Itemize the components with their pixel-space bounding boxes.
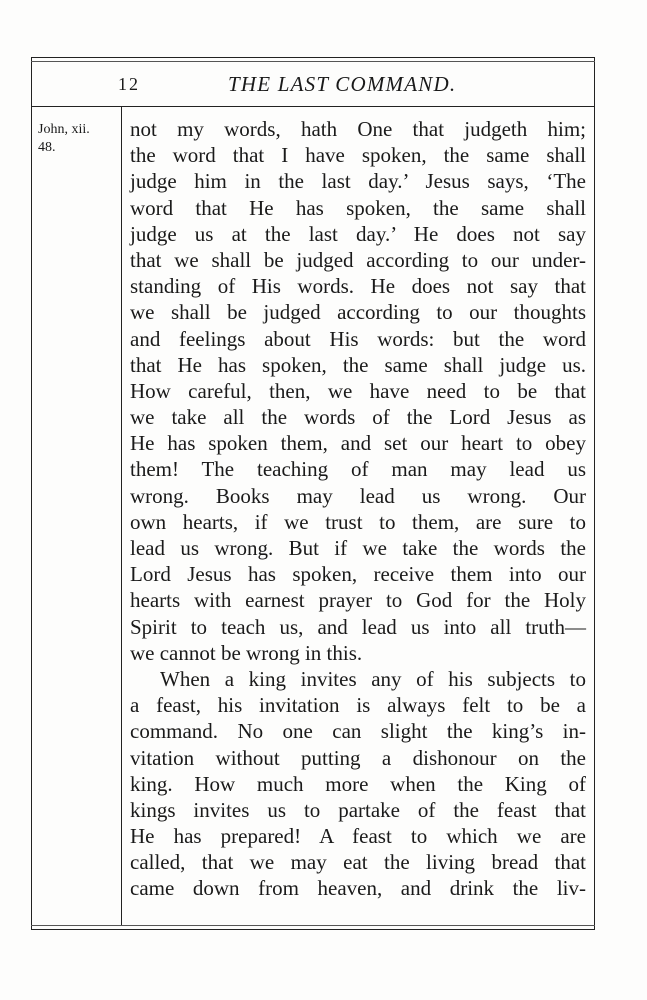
text-line: standing of His words. He does not say that	[130, 274, 586, 299]
text-line: we take all the words of the Lord Jesus as	[130, 405, 586, 430]
text-line: we cannot be wrong in this.	[130, 640, 363, 665]
text-line: hearts with earnest prayer to God for the Holy	[130, 588, 586, 613]
text-line: that He has spoken, the same shall judge us.	[130, 352, 586, 377]
margin-column-rule	[121, 106, 122, 925]
text-line: kings invites us to partake of the feast that	[130, 797, 586, 822]
page-number: 12	[118, 74, 140, 94]
text-line: lead us wrong. But if we take the words the	[130, 536, 586, 560]
text-line: How careful, then, we have need to be that	[130, 378, 586, 403]
top-inner-rule	[31, 61, 595, 62]
text-line: that we shall be judged according to our under-	[130, 247, 586, 272]
text-line: He has spoken them, and set our heart to obey	[130, 431, 586, 456]
text-line: Lord Jesus has spoken, receive them into our	[130, 562, 586, 587]
text-line: the word that I have spoken, the same shall	[130, 143, 586, 168]
text-line: When a king invites any of his subjects to	[160, 666, 586, 691]
text-line: Spirit to teach us, and lead us into all truth—	[130, 614, 586, 639]
margin-reference	[38, 121, 118, 157]
margin-reference-line: 48.	[38, 140, 56, 155]
text-line: and feelings about His words: but the word	[130, 326, 586, 351]
text-line: came down from heaven, and drink the liv-	[130, 876, 586, 901]
text-line: a feast, his invitation is always felt to be a	[130, 693, 586, 718]
text-line: He has prepared! A feast to which we are	[130, 824, 586, 849]
text-line: king. How much more when the King of	[130, 771, 586, 796]
bottom-inner-rule	[31, 925, 595, 926]
text-line: wrong. Books may lead us wrong. Our	[130, 483, 586, 508]
text-line: judge us at the last day.’ He does not say	[130, 221, 586, 246]
header-rule	[31, 106, 595, 107]
text-line: own hearts, if we trust to them, are sure to	[130, 509, 586, 534]
text-line: we shall be judged according to our thoughts	[130, 300, 586, 325]
text-line: command. No one can slight the king’s in-	[130, 719, 586, 744]
text-line: judge him in the last day.’ Jesus says, ‘The	[130, 169, 586, 194]
margin-reference-line: John, xii.	[38, 122, 90, 137]
text-line: vitation without putting a dishonour on the	[130, 745, 586, 770]
text-line: called, that we may eat the living bread that	[130, 850, 586, 875]
text-line: them! The teaching of man may lead us	[130, 457, 586, 482]
body-text	[130, 116, 586, 902]
text-line: not my words, hath One that judgeth him;	[130, 117, 586, 141]
text-line: word that He has spoken, the same shall	[130, 195, 586, 220]
running-title: THE LAST COMMAND.	[228, 72, 457, 96]
